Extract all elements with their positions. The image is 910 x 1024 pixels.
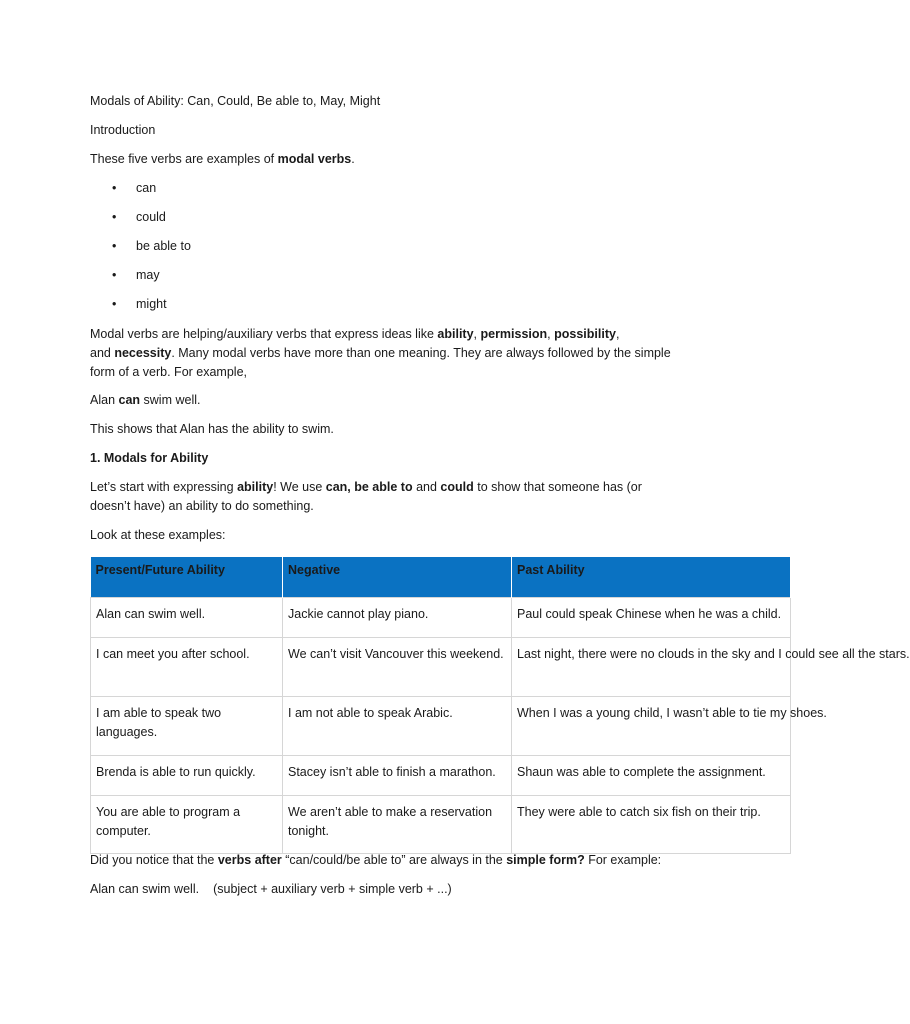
example-sentence: Alan can swim well.	[90, 882, 200, 896]
table-cell: I can meet you after school.	[91, 637, 283, 696]
text-run: For example:	[584, 853, 662, 867]
bullet-icon: •	[112, 239, 117, 253]
modal-verbs-paragraph	[90, 325, 690, 382]
notice-paragraph	[90, 851, 690, 870]
five-verbs-sentence	[90, 150, 690, 169]
table-cell-text: Last night, there were no clouds in the sky and I could see all the stars.	[517, 646, 910, 661]
bold-term: can, be able to	[325, 480, 413, 494]
table-cell: When I was a young child, I wasn’t able to tie my shoes.	[512, 696, 791, 755]
bold-term: ability	[237, 480, 274, 494]
table-row	[91, 637, 791, 696]
bold-term: ability	[437, 327, 474, 341]
table-row	[91, 696, 791, 755]
example-structure: (subject + auxiliary verb + simple verb + ...)	[213, 882, 452, 896]
table-cell: Jackie cannot play piano.	[283, 597, 512, 637]
bold-term: modal verbs	[277, 152, 352, 166]
column-header-present-future: Present/Future Ability	[91, 557, 283, 597]
table-cell: Paul could speak Chinese when he was a child.	[512, 597, 791, 637]
section-heading-text: 1. Modals for Ability	[90, 451, 209, 465]
list-item-text: can	[136, 181, 157, 195]
list-item-text: could	[136, 210, 166, 224]
final-example	[90, 880, 690, 899]
table-row	[91, 597, 791, 637]
text-run: form of a verb. For example,	[90, 365, 248, 379]
table-row	[91, 795, 791, 853]
table-cell: We aren’t able to make a reservation tonight.	[283, 795, 512, 853]
table-cell: They were able to catch six fish on their trip.	[512, 795, 791, 853]
text-run: and	[412, 480, 441, 494]
text-run: swim well.	[140, 393, 201, 407]
text-run: Did you notice that the	[90, 853, 218, 867]
bold-term: can	[118, 393, 141, 407]
look-examples-text: Look at these examples:	[90, 528, 226, 542]
table-cell: I am not able to speak Arabic.	[283, 696, 512, 755]
text-run: to show that someone has (or	[473, 480, 642, 494]
bullet-icon: •	[112, 268, 117, 282]
table-cell: We can’t visit Vancouver this weekend.	[283, 637, 512, 696]
table-row	[91, 755, 791, 795]
text-run: . Many modal verbs have more than one meaning. They are always followed by the simple	[171, 346, 671, 360]
list-item-text: be able to	[136, 239, 191, 253]
intro-heading: Introduction	[90, 123, 156, 137]
table-cell: You are able to program a computer.	[91, 795, 283, 853]
ability-paragraph	[90, 478, 690, 516]
text-run: “can/could/be able to” are always in the	[281, 853, 507, 867]
table-cell: I am able to speak two languages.	[91, 696, 283, 755]
bold-term: could	[440, 480, 474, 494]
table-cell: Stacey isn’t able to finish a marathon.	[283, 755, 512, 795]
text-run: .	[351, 152, 355, 166]
example-explanation: This shows that Alan has the ability to swim.	[90, 422, 334, 436]
bullet-icon: •	[112, 297, 117, 311]
example-sentence	[90, 391, 690, 410]
table-header-row	[91, 557, 791, 597]
table-cell: Brenda is able to run quickly.	[91, 755, 283, 795]
list-item-text: may	[136, 268, 160, 282]
ability-table	[90, 557, 910, 854]
bullet-icon: •	[112, 181, 117, 195]
table-cell: Alan can swim well.	[91, 597, 283, 637]
text-run: doesn’t have) an ability to do something.	[90, 499, 314, 513]
table-cell: Shaun was able to complete the assignment.	[512, 755, 791, 795]
bold-term: necessity	[114, 346, 172, 360]
section-heading	[90, 449, 690, 468]
text-run: Alan	[90, 393, 119, 407]
list-item-text: might	[136, 297, 167, 311]
column-header-negative: Negative	[283, 557, 512, 597]
document-title: Modals of Ability: Can, Could, Be able to, May, Might	[90, 94, 381, 108]
text-run: ,	[547, 327, 555, 341]
bold-term: possibility	[554, 327, 616, 341]
table-cell	[512, 637, 910, 696]
bold-term: simple form?	[506, 853, 585, 867]
bold-term: verbs after	[217, 853, 282, 867]
text-run: These five verbs are examples of	[90, 152, 278, 166]
text-run: and	[90, 346, 115, 360]
text-run: ! We use	[273, 480, 326, 494]
text-run: Modal verbs are helping/auxiliary verbs that express ideas like	[90, 327, 438, 341]
bold-term: permission	[480, 327, 548, 341]
text-run: ,	[615, 327, 620, 341]
column-header-past: Past Ability	[512, 557, 791, 597]
text-run: ,	[473, 327, 481, 341]
text-run: Let’s start with expressing	[90, 480, 238, 494]
bullet-icon: •	[112, 210, 117, 224]
